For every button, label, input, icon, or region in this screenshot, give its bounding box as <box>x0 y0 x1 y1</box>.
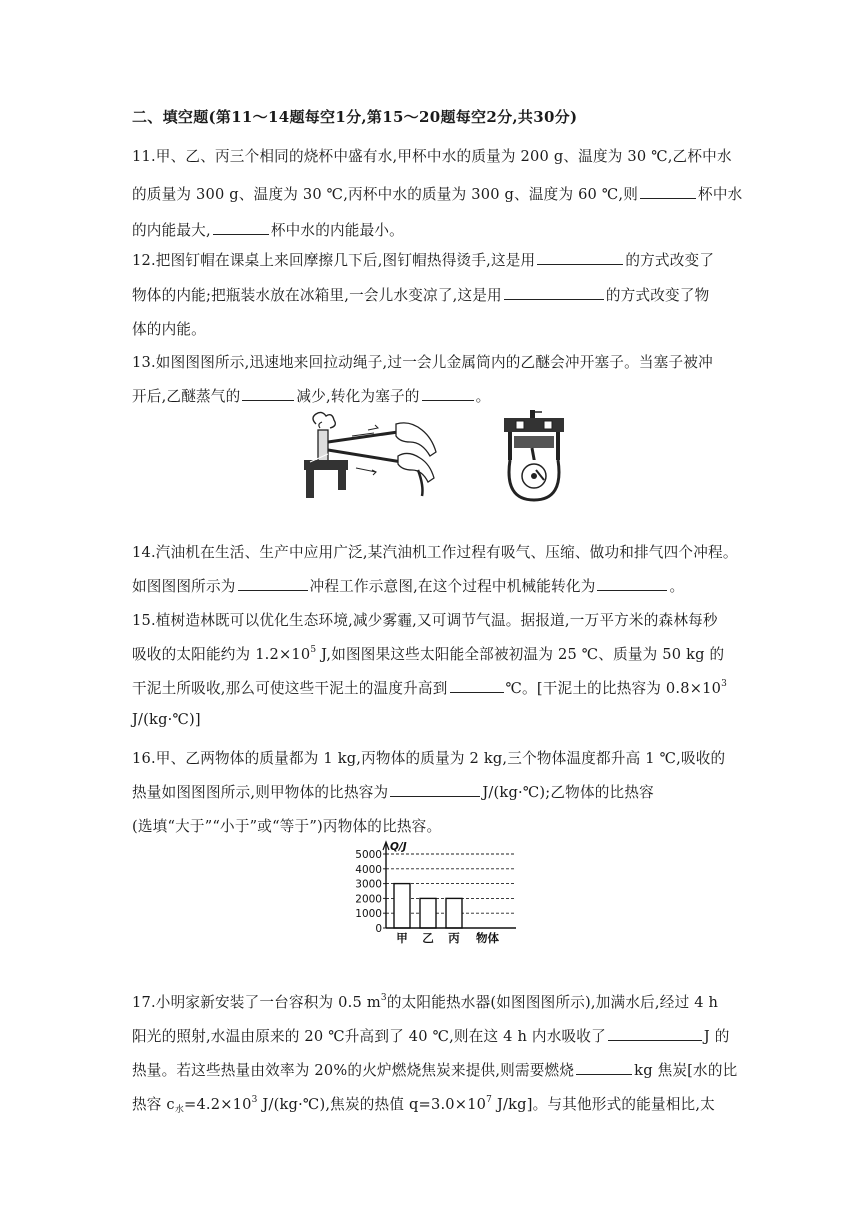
bar <box>446 898 462 928</box>
y-axis-label: Q/J <box>390 841 407 853</box>
answer-blank[interactable] <box>242 388 294 401</box>
q11-line1: 11.甲、乙、丙三个相同的烧杯中盛有水,甲杯中水的质量为 200 g、温度为 30 ℃,乙杯中水 <box>132 148 732 165</box>
answer-blank[interactable] <box>390 784 480 797</box>
q11-line2: 的质量为 300 g、温度为 30 ℃,丙杯中水的质量为 300 g、温度为 60 ℃,则 杯中水 <box>132 186 743 203</box>
q12-line3: 体的内能。 <box>132 321 206 338</box>
q15-line2: 吸收的太阳能约为 $1.2\times 10^5$ J,如图图果这些太阳能全部被初温为 25 ℃、质量为 50 kg 的 <box>132 645 725 663</box>
category-label: 丙 <box>448 931 460 945</box>
y-tick-label: 2000 <box>355 893 382 906</box>
q17-line4: 热容 $c_水=4.2\times 10^3$ J/(kg·℃),焦炭的热值 $q=3.0\times 10^7$ J/kg]。与其他形式的能量相比,太 <box>132 1095 715 1115</box>
q16-line1: 16.甲、乙两物体的质量都为 1 kg,丙物体的质量为 2 kg,三个物体温度都升高 1 ℃,吸收的 <box>132 750 726 767</box>
answer-blank[interactable] <box>576 1062 632 1075</box>
category-label: 甲 <box>396 931 408 945</box>
q11-line3: 的内能最大, 杯中水的内能最小。 <box>132 222 404 239</box>
q12-line1: 12.把图钉帽在课桌上来回摩擦几下后,图钉帽热得烫手,这是用 的方式改变了 <box>132 252 715 269</box>
answer-blank[interactable] <box>640 186 696 199</box>
bar <box>420 898 436 928</box>
q12-line2: 物体的内能;把瓶装水放在冰箱里,一会儿水变凉了,这是用 的方式改变了物 <box>132 287 710 304</box>
bar <box>394 884 410 928</box>
q13-line2: 开后,乙醚蒸气的 减少,转化为塞子的 。 <box>132 388 491 405</box>
answer-blank[interactable] <box>238 578 308 591</box>
answer-blank[interactable] <box>537 252 623 265</box>
y-tick-label: 3000 <box>355 878 382 891</box>
answer-blank[interactable] <box>213 222 269 235</box>
q17-line2: 阳光的照射,水温由原来的 20 ℃升高到了 40 ℃,则在这 4 h 内水吸收了 J 的 <box>132 1028 730 1045</box>
y-tick-label: 4000 <box>355 863 382 876</box>
q15-line3: 干泥土所吸收,那么可使这些干泥土的温度升高到 ℃。[干泥土的比热容为 $0.8\times 10^3$ <box>132 679 728 697</box>
section-header: 二、填空题(第11～14题每空1分,第15～20题每空2分,共30分) <box>132 108 578 126</box>
q15-line4: J/(kg·℃)] <box>132 711 201 728</box>
rope-friction-figure <box>298 410 440 502</box>
q15-line1: 15.植树造林既可以优化生态环境,减少雾霾,又可调节气温。据报道,一万平方米的森林每秒 <box>132 612 718 629</box>
q14-line1: 14.汽油机在生活、生产中应用广泛,某汽油机工作过程有吸气、压缩、做功和排气四个冲程。 <box>132 544 738 561</box>
steam-cloud-icon <box>313 412 335 428</box>
engine-cylinder-figure <box>496 408 572 504</box>
answer-blank[interactable] <box>608 1028 702 1041</box>
hand-icon <box>396 423 436 496</box>
answer-blank[interactable] <box>450 680 504 693</box>
heat-bar-chart <box>340 838 516 950</box>
q17-line1: 17.小明家新安装了一台容积为 0.5 $m^3$的太阳能热水器(如图图图所示),加满水后,经过 4 h <box>132 993 719 1011</box>
x-axis-label: 物体 <box>476 931 499 945</box>
q17-line3: 热量。若这些热量由效率为 20%的火炉燃烧焦炭来提供,则需要燃烧 kg 焦炭[水的比 <box>132 1062 738 1079</box>
q14-line2: 如图图图所示为 冲程工作示意图,在这个过程中机械能转化为 。 <box>132 578 685 595</box>
q16-line2: 热量如图图图所示,则甲物体的比热容为 J/(kg·℃);乙物体的比热容 <box>132 784 654 801</box>
category-label: 乙 <box>422 931 434 945</box>
answer-blank[interactable] <box>504 287 604 300</box>
q13-line1: 13.如图图图所示,迅速地来回拉动绳子,过一会儿金属筒内的乙醚会冲开塞子。当塞子被冲 <box>132 354 713 371</box>
y-tick-label: 5000 <box>355 849 382 861</box>
y-tick-label: 0 <box>375 923 382 935</box>
answer-blank[interactable] <box>422 388 474 401</box>
y-tick-label: 1000 <box>355 908 382 921</box>
q16-line3: (选填“大于”“小于”或“等于”)丙物体的比热容。 <box>132 818 442 835</box>
answer-blank[interactable] <box>597 578 667 591</box>
